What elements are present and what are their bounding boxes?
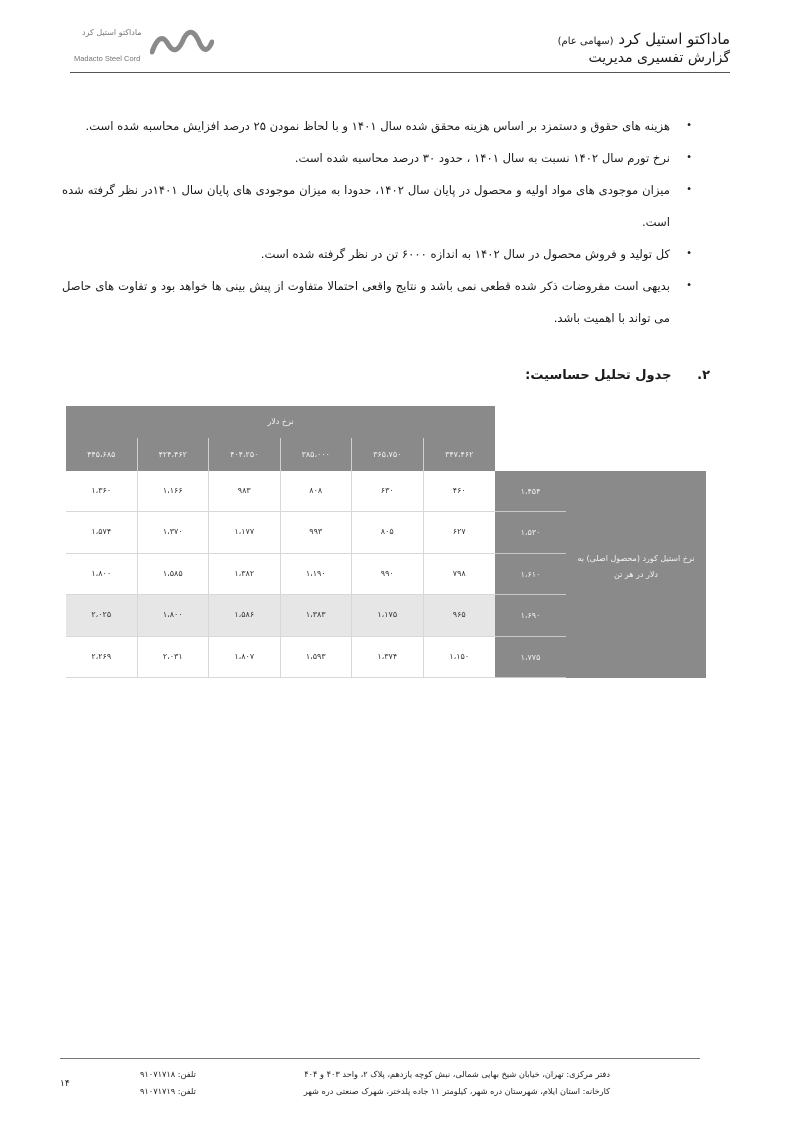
row-label: ۱،۴۵۴ bbox=[495, 471, 566, 512]
row-label: ۱،۵۳۰ bbox=[495, 512, 566, 553]
row-labels-column bbox=[495, 471, 566, 678]
table-cell: ۲،۲۶۹ bbox=[66, 637, 138, 677]
report-title: گزارش تفسیری مدیریت bbox=[588, 50, 730, 66]
table-cell: ۱،۵۷۴ bbox=[66, 512, 138, 552]
table-cell: ۱،۱۹۰ bbox=[281, 554, 353, 594]
row-group-header bbox=[566, 471, 706, 678]
footer-factory-row bbox=[140, 1083, 610, 1100]
table-cell: ۱،۸۰۰ bbox=[66, 554, 138, 594]
table-row bbox=[66, 595, 495, 636]
table-cell: ۲،۰۲۵ bbox=[66, 595, 138, 635]
table-cell: ۹۹۰ bbox=[352, 554, 424, 594]
column-header: ۳۶۵،۷۵۰ bbox=[352, 438, 424, 471]
row-group-label: نرخ استیل کورد (محصول اصلی) به دلار در هر تن bbox=[577, 554, 695, 579]
table-cell: ۶۲۷ bbox=[452, 527, 466, 537]
page-footer bbox=[140, 1066, 610, 1100]
column-header: ۴۴۵،۶۸۵ bbox=[66, 438, 138, 471]
table-cell: ۶۳۰ bbox=[352, 471, 424, 511]
table-cell: ۱،۳۷۴ bbox=[352, 637, 424, 677]
table-cell: ۱،۵۹۳ bbox=[281, 637, 353, 677]
table-row bbox=[66, 637, 495, 678]
table-cell: ۱،۱۵۰ bbox=[449, 651, 470, 661]
list-item: • میزان موجودی های مواد اولیه و محصول در پایان سال ۱۴۰۲، حدودا به میزان موجودی های پایان سال ۱۴۰۱در نظر گرفته شده است. bbox=[62, 174, 694, 238]
sensitivity-table bbox=[66, 406, 706, 678]
table-cell: ۱،۱۷۵ bbox=[352, 595, 424, 635]
column-header-row bbox=[66, 438, 495, 471]
table-cell: ۱،۱۷۷ bbox=[209, 512, 281, 552]
column-header: ۳۴۷،۴۶۲ bbox=[445, 450, 474, 459]
section-heading bbox=[380, 368, 710, 383]
logo-english-text: Madacto Steel Cord bbox=[74, 54, 141, 63]
column-header: ۴۲۴،۴۶۲ bbox=[138, 438, 210, 471]
table-cell: ۸۰۸ bbox=[281, 471, 353, 511]
table-row bbox=[66, 554, 495, 595]
page-number: ۱۴ bbox=[60, 1079, 70, 1089]
row-label: ۱،۶۹۰ bbox=[495, 595, 566, 636]
table-cell: ۹۸۳ bbox=[209, 471, 281, 511]
assumptions-list bbox=[62, 110, 694, 334]
header-divider bbox=[70, 72, 730, 73]
company-type: (سهامی عام) bbox=[557, 36, 614, 47]
table-cell: ۷۹۸ bbox=[452, 568, 466, 578]
footer-office-row bbox=[140, 1066, 610, 1083]
table-cell: ۱،۱۶۶ bbox=[138, 471, 210, 511]
factory-phone: تلفن: ۹۱۰۷۱۷۱۹ bbox=[140, 1086, 196, 1096]
table-row bbox=[66, 471, 495, 512]
section-title: جدول تحلیل حساسیت: bbox=[525, 368, 672, 383]
row-label: ۱،۷۷۵ bbox=[495, 637, 566, 678]
company-logo bbox=[72, 24, 217, 72]
column-header: ۳۸۵،۰۰۰ bbox=[281, 438, 353, 471]
list-item: • نرخ تورم سال ۱۴۰۲ نسبت به سال ۱۴۰۱ ، حدود ۳۰ درصد محاسبه شده است. bbox=[62, 142, 694, 174]
factory-address: کارخانه: استان ایلام، شهرستان دره شهر، کیلومتر ۱۱ جاده پلدختر، شهرک صنعتی دره شهر bbox=[303, 1086, 610, 1096]
table-cell: ۴۶۰ bbox=[452, 486, 466, 495]
footer-divider bbox=[60, 1058, 700, 1059]
table-body bbox=[66, 471, 495, 678]
table-cell: ۱،۳۶۰ bbox=[66, 471, 138, 511]
table-cell: ۹۶۵ bbox=[452, 610, 466, 620]
office-address: دفتر مرکزی: تهران، خیابان شیخ بهایی شمالی، نبش کوچه یازدهم، پلاک ۲، واحد ۴۰۳ و ۴۰۴ bbox=[304, 1069, 610, 1079]
section-number: ۲. bbox=[697, 368, 710, 383]
row-label: ۱،۶۱۰ bbox=[495, 554, 566, 595]
table-cell: ۱،۳۷۰ bbox=[138, 512, 210, 552]
logo-persian-text: ماداکتو استیل کرد bbox=[82, 28, 142, 37]
list-item: • هزینه های حقوق و دستمزد بر اساس هزینه محقق شده سال ۱۴۰۱ و با لحاظ نمودن ۲۵ درصد افزایش محاسبه شده است. bbox=[62, 110, 694, 142]
company-name: ماداکتو استیل کرد (سهامی عام) bbox=[557, 30, 730, 48]
table-row bbox=[66, 512, 495, 553]
logo-wave-icon bbox=[150, 26, 214, 60]
table-cell: ۱،۵۸۵ bbox=[138, 554, 210, 594]
column-header: ۴۰۴،۲۵۰ bbox=[209, 438, 281, 471]
page-header bbox=[60, 18, 730, 76]
table-cell: ۱،۵۸۶ bbox=[209, 595, 281, 635]
table-cell: ۱،۸۰۰ bbox=[138, 595, 210, 635]
table-cell: ۸۰۵ bbox=[352, 512, 424, 552]
list-item: • بدیهی است مفروضات ذکر شده قطعی نمی باشد و نتایج واقعی احتمالا متفاوت از پیش بینی ها خواهد بود و تفاوت های حاصل می تواند با اهمیت باشد. bbox=[62, 270, 694, 334]
table-cell: ۹۹۳ bbox=[281, 512, 353, 552]
table-cell: ۱،۳۸۳ bbox=[281, 595, 353, 635]
table-cell: ۱،۳۸۲ bbox=[209, 554, 281, 594]
table-cell: ۲،۰۳۱ bbox=[138, 637, 210, 677]
office-phone: تلفن: ۹۱۰۷۱۷۱۸ bbox=[140, 1069, 196, 1079]
list-item: • کل تولید و فروش محصول در سال ۱۴۰۲ به اندازه ۶۰۰۰ تن در نظر گرفته شده است. bbox=[62, 238, 694, 270]
column-group-header: نرخ دلار bbox=[66, 406, 495, 438]
table-cell: ۱،۸۰۷ bbox=[209, 637, 281, 677]
